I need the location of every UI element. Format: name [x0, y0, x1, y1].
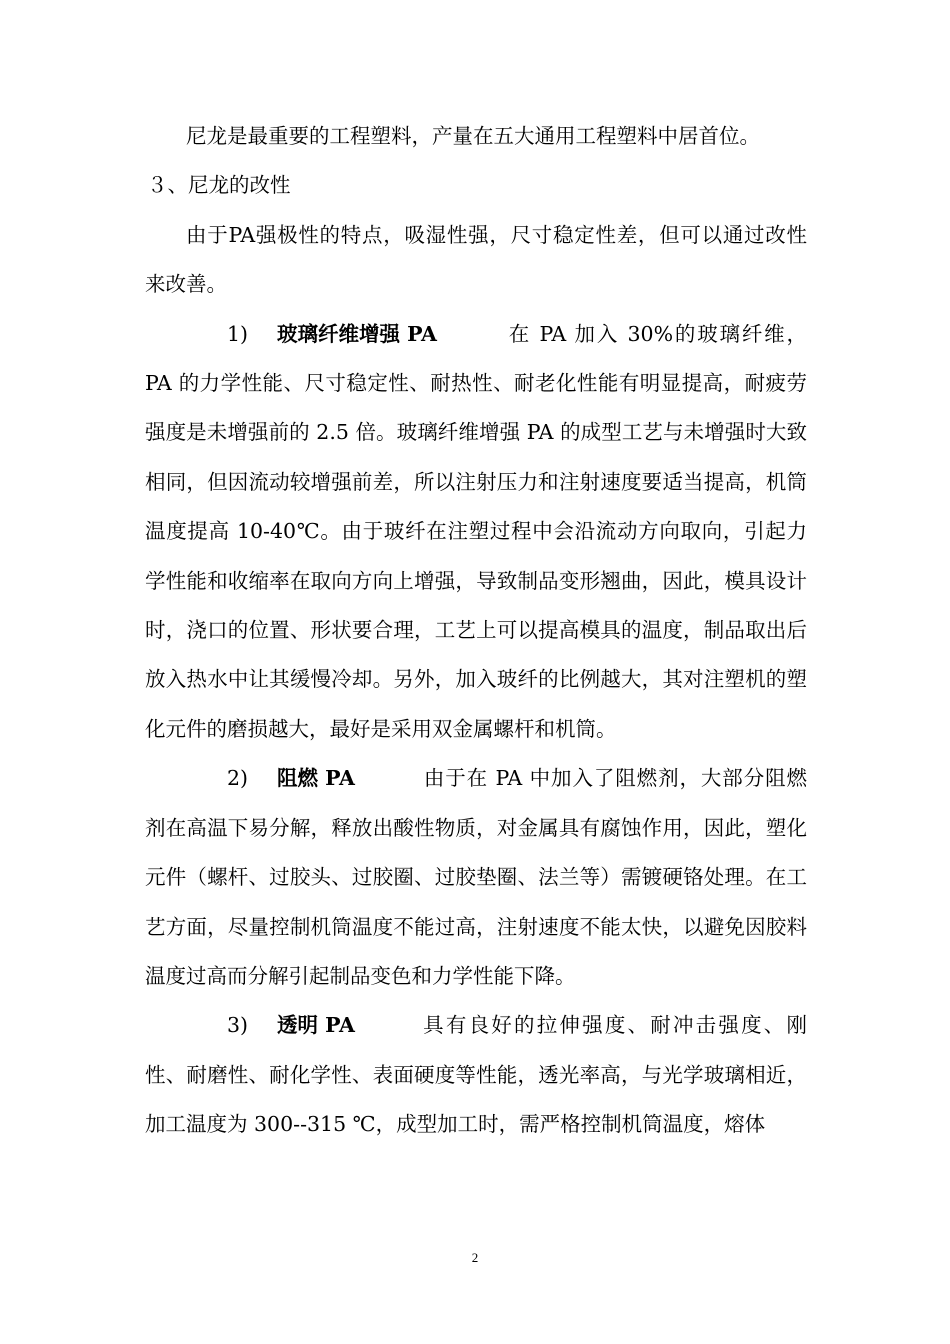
item-glass-fiber — [145, 310, 807, 755]
section-heading: ３、尼龙的改性 — [147, 173, 291, 198]
item-transparent — [145, 1001, 807, 1149]
page-number: 2 — [471, 1250, 479, 1265]
item-term: 阻燃 PA — [277, 766, 355, 791]
item-term: 玻璃纤维增强 PA — [277, 321, 437, 346]
item-flame-retardant — [145, 754, 807, 1001]
document-body — [145, 112, 807, 1150]
item-number: 1) — [227, 321, 249, 346]
item-number: 3) — [227, 1013, 249, 1038]
modification-intro-paragraph: 由于PA强极性的特点，吸湿性强，尺寸稳定性差，但可以通过改性来改善。 — [145, 222, 807, 297]
item-term: 透明 PA — [277, 1013, 355, 1038]
intro-paragraph: 尼龙是最重要的工程塑料，产量在五大通用工程塑料中居首位。 — [186, 124, 760, 148]
item-text: 具有良好的拉伸强度、耐冲击强度、刚性、耐磨性、耐化学性、表面硬度等性能，透光率高，与光学玻璃相近，加工温度为 300--315 ℃，成型加工时，需严格控制机筒温度，熔体 — [145, 1013, 807, 1137]
item-text: 在 PA 加入 30%的玻璃纤维，PA 的力学性能、尺寸稳定性、耐热性、耐老化性能有明显提高，耐疲劳强度是未增强前的 2.5 倍。玻璃纤维增强 PA 的成型工艺与未增强时大致相同，但因流动较增强前差，所以注射压力和注射速度要适当提高，机筒温度提高 10-40℃。由于玻纤在注塑过程中会沿流动方向取向，引起力学性能和收缩率在取向方向上增强，导致制品变形翘曲，因此，模具设计时，浇口的位置、形状要合理，工艺上可以提高模具的温度，制品取出后放入热水中让其缓慢冷却。另外，加入玻纤的比例越大，其对注塑机的塑化元件的磨损越大，最好是采用双金属螺杆和机筒。 — [145, 321, 807, 741]
item-number: 2) — [227, 766, 249, 791]
item-text: 由于在 PA 中加入了阻燃剂，大部分阻燃剂在高温下易分解，释放出酸性物质，对金属具有腐蚀作用，因此，塑化元件（螺杆、过胶头、过胶圈、过胶垫圈、法兰等）需镀硬铬处理。在工艺方面，尽量控制机筒温度不能过高，注射速度不能太快，以避免因胶料温度过高而分解引起制品变色和力学性能下降。 — [145, 766, 807, 988]
